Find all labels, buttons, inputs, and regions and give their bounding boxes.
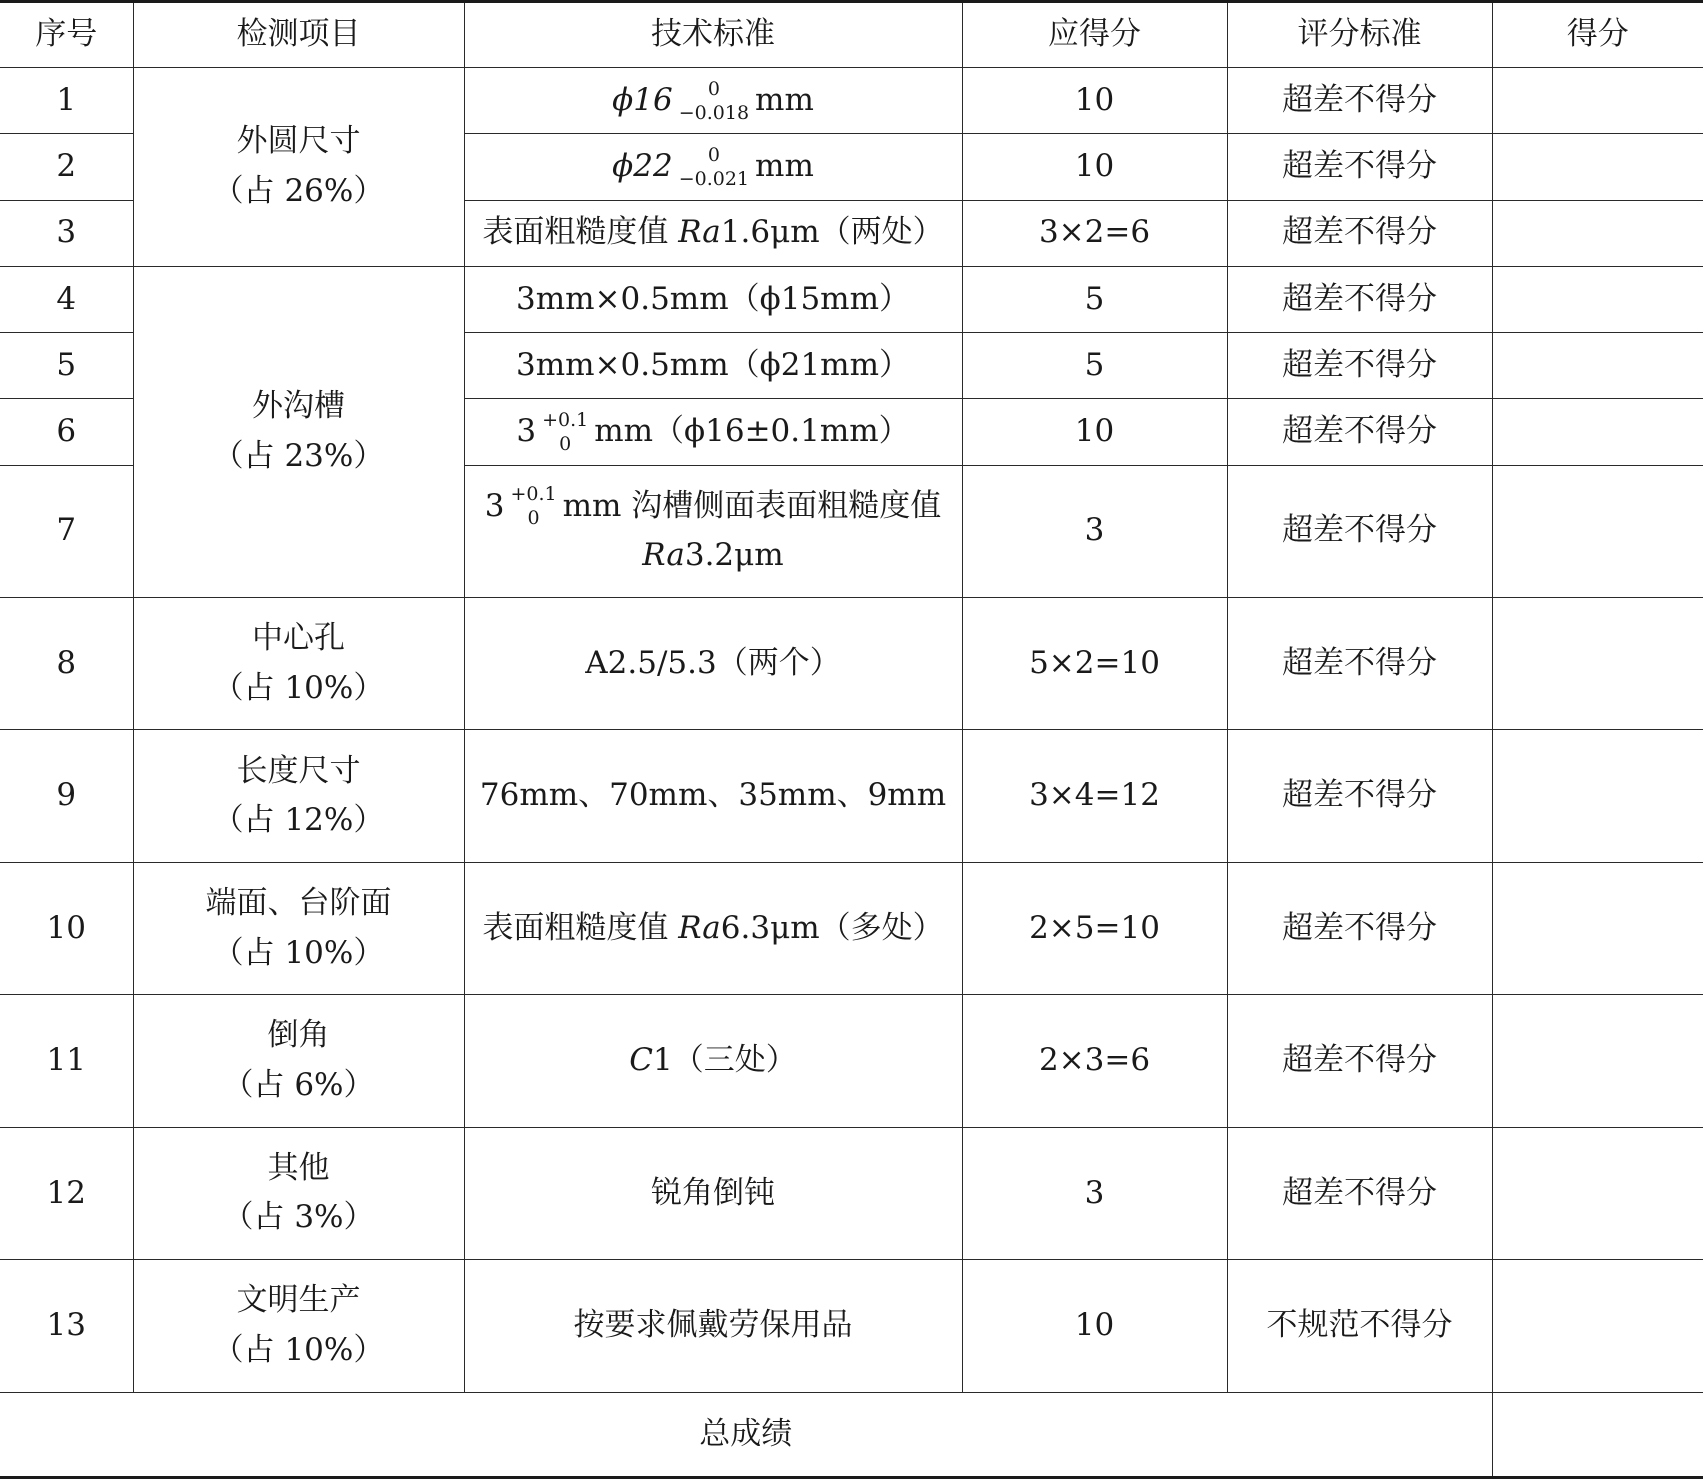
- criteria-cell: 超差不得分: [1227, 1127, 1492, 1259]
- standard-unit: mm: [755, 82, 814, 119]
- table-row: [0, 730, 1703, 862]
- row-number: 12: [0, 1127, 133, 1259]
- row-number: 2: [0, 134, 133, 200]
- tolerance-lower: −0.018: [678, 101, 750, 124]
- row-number: 8: [0, 597, 133, 729]
- standard-cell: [464, 862, 962, 994]
- item-name: 外沟槽: [252, 388, 345, 425]
- points-cell: 10: [962, 1260, 1227, 1392]
- points-cell: 10: [962, 68, 1227, 134]
- item-name: 中心孔: [252, 620, 345, 657]
- item-percent: （占 10%）: [212, 934, 385, 971]
- row-number: 5: [0, 333, 133, 399]
- points-cell: 3×2=6: [962, 200, 1227, 266]
- criteria-cell: 超差不得分: [1227, 730, 1492, 862]
- score-cell: [1492, 266, 1703, 332]
- table-row: [0, 1127, 1703, 1259]
- criteria-cell: 超差不得分: [1227, 68, 1492, 134]
- points-cell: 10: [962, 134, 1227, 200]
- tolerance: [679, 144, 749, 192]
- criteria-cell: 超差不得分: [1227, 465, 1492, 597]
- standard-suffix: 6.3μm（多处）: [720, 909, 944, 946]
- score-cell: [1492, 333, 1703, 399]
- header-row: [0, 2, 1703, 68]
- item-name: 倒角: [267, 1017, 330, 1054]
- score-cell: [1492, 200, 1703, 266]
- standard-cell: 锐角倒钝: [464, 1127, 962, 1259]
- header-cell: 得分: [1492, 2, 1703, 68]
- standard-suffix: 1.6μm（两处）: [720, 214, 944, 251]
- tolerance: [679, 78, 749, 126]
- item-percent: （占 6%）: [222, 1067, 375, 1103]
- standard-italic: Ra: [642, 537, 685, 574]
- item-percent: （占 10%）: [212, 669, 385, 706]
- header-cell: 评分标准: [1227, 2, 1492, 68]
- row-number: 7: [0, 465, 133, 597]
- standard-unit: mm（ϕ16±0.1mm）: [594, 413, 910, 450]
- item-cell: [133, 995, 464, 1127]
- item-name: 其他: [267, 1149, 330, 1186]
- item-cell: [133, 597, 464, 729]
- standard-cell: 76mm、70mm、35mm、9mm: [464, 730, 962, 862]
- row-number: 6: [0, 399, 133, 465]
- points-cell: 5: [962, 266, 1227, 332]
- item-percent: （占 26%）: [212, 173, 385, 210]
- table-row: [0, 68, 1703, 134]
- standard-italic: C: [629, 1042, 653, 1079]
- item-cell: [133, 862, 464, 994]
- standard-cell: [464, 68, 962, 134]
- tolerance: [542, 409, 588, 457]
- standard-main: 3: [516, 413, 537, 450]
- table-row: [0, 597, 1703, 729]
- table-row: [0, 995, 1703, 1127]
- standard-italic: Ra: [678, 214, 721, 251]
- standard-prefix: 表面粗糙度值: [482, 214, 679, 251]
- tolerance-upper: 0: [707, 144, 720, 166]
- standard-main: ϕ16: [612, 82, 673, 119]
- criteria-cell: 超差不得分: [1227, 333, 1492, 399]
- score-cell: [1492, 995, 1703, 1127]
- item-name: 端面、台阶面: [205, 884, 392, 921]
- criteria-cell: 不规范不得分: [1227, 1260, 1492, 1392]
- total-row: [0, 1392, 1703, 1477]
- score-cell: [1492, 1127, 1703, 1259]
- header-cell: 技术标准: [464, 2, 962, 68]
- tolerance-lower: 0: [527, 507, 540, 530]
- points-cell: 2×5=10: [962, 862, 1227, 994]
- item-percent: （占 10%）: [212, 1331, 385, 1368]
- table-row: [0, 266, 1703, 332]
- header-cell: 应得分: [962, 2, 1227, 68]
- standard-prefix: 表面粗糙度值: [482, 909, 679, 946]
- criteria-cell: 超差不得分: [1227, 134, 1492, 200]
- score-cell: [1492, 1260, 1703, 1392]
- standard-main: 3: [484, 487, 505, 524]
- score-cell: [1492, 597, 1703, 729]
- item-name: 外圆尺寸: [236, 123, 361, 160]
- score-cell: [1492, 399, 1703, 465]
- tolerance: [510, 483, 556, 531]
- row-number: 4: [0, 266, 133, 332]
- row-number: 11: [0, 995, 133, 1127]
- standard-italic: Ra: [678, 909, 721, 946]
- score-cell: [1492, 465, 1703, 597]
- row-number: 3: [0, 200, 133, 266]
- total-score-cell: [1492, 1392, 1703, 1477]
- points-cell: 3: [962, 1127, 1227, 1259]
- score-cell: [1492, 730, 1703, 862]
- points-cell: 5: [962, 333, 1227, 399]
- standard-cell: 按要求佩戴劳保用品: [464, 1260, 962, 1392]
- standard-cell: [464, 200, 962, 266]
- row-number: 13: [0, 1260, 133, 1392]
- item-cell: [133, 730, 464, 862]
- score-cell: [1492, 134, 1703, 200]
- tolerance-lower: −0.021: [678, 167, 750, 190]
- criteria-cell: 超差不得分: [1227, 995, 1492, 1127]
- header-cell: 检测项目: [133, 2, 464, 68]
- total-label: 总成绩: [0, 1392, 1492, 1477]
- table-row: [0, 1260, 1703, 1392]
- points-cell: 5×2=10: [962, 597, 1227, 729]
- criteria-cell: 超差不得分: [1227, 597, 1492, 729]
- criteria-cell: 超差不得分: [1227, 862, 1492, 994]
- criteria-cell: 超差不得分: [1227, 399, 1492, 465]
- item-cell: [133, 266, 464, 597]
- item-cell: [133, 68, 464, 267]
- points-cell: 3: [962, 465, 1227, 597]
- standard-cell: 3mm×0.5mm（ϕ15mm）: [464, 266, 962, 332]
- standard-cell: [464, 995, 962, 1127]
- standard-cell: [464, 465, 962, 597]
- table-row: [0, 862, 1703, 994]
- item-name: 文明生产: [236, 1282, 361, 1319]
- row-number: 10: [0, 862, 133, 994]
- standard-main: ϕ22: [612, 148, 673, 185]
- row-number: 1: [0, 68, 133, 134]
- standard-cell: [464, 134, 962, 200]
- item-cell: [133, 1127, 464, 1259]
- item-percent: （占 23%）: [212, 437, 385, 474]
- item-percent: （占 12%）: [212, 802, 385, 839]
- tolerance-upper: +0.1: [510, 483, 557, 506]
- standard-cell: 3mm×0.5mm（ϕ21mm）: [464, 333, 962, 399]
- standard-cell: A2.5/5.3（两个）: [464, 597, 962, 729]
- tolerance-upper: 0: [707, 77, 720, 100]
- points-cell: 2×3=6: [962, 995, 1227, 1127]
- item-name: 长度尺寸: [236, 752, 361, 789]
- row-number: 9: [0, 730, 133, 862]
- item-percent: （占 3%）: [222, 1199, 375, 1236]
- score-cell: [1492, 862, 1703, 994]
- points-cell: 3×4=12: [962, 730, 1227, 862]
- standard-unit: mm 沟槽侧面表面粗糙度值: [562, 487, 942, 524]
- tolerance-upper: +0.1: [542, 408, 589, 431]
- criteria-cell: 超差不得分: [1227, 200, 1492, 266]
- standard-unit: mm: [755, 148, 814, 185]
- criteria-cell: 超差不得分: [1227, 266, 1492, 332]
- score-cell: [1492, 68, 1703, 134]
- standard-suffix: 1（三处）: [653, 1042, 797, 1079]
- tolerance-lower: 0: [559, 432, 572, 455]
- standard-suffix: 3.2μm: [684, 537, 784, 574]
- header-cell: 序号: [0, 2, 133, 68]
- points-cell: 10: [962, 399, 1227, 465]
- standard-cell: [464, 399, 962, 465]
- item-cell: [133, 1260, 464, 1392]
